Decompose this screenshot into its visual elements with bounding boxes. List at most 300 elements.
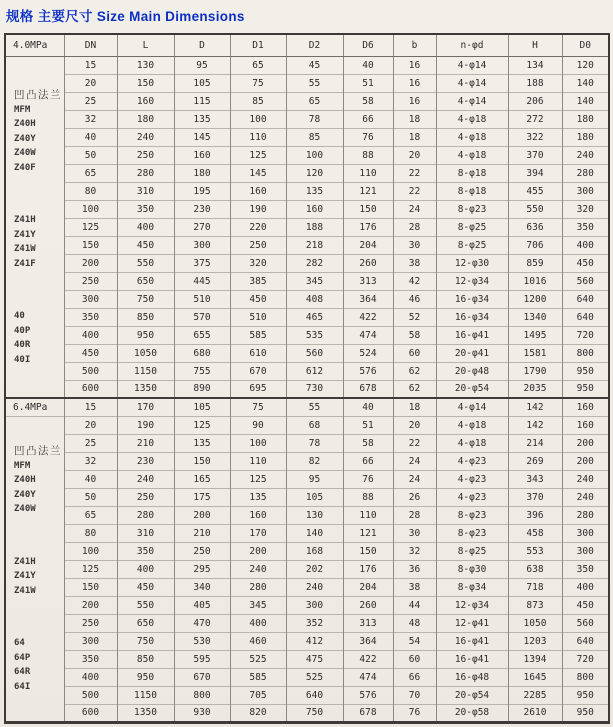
dimension-value: 269 [508, 452, 562, 470]
table-row [5, 362, 609, 380]
column-header-h: H [508, 34, 562, 56]
valve-type-label: Z41H [14, 556, 36, 567]
dimension-value: 25 [64, 434, 117, 452]
dimension-value: 175 [174, 488, 230, 506]
dimension-value: 525 [230, 650, 286, 668]
dimension-value: 20 [393, 146, 436, 164]
dimension-value: 560 [562, 272, 609, 290]
dimension-value: 51 [343, 416, 393, 434]
dimension-value: 75 [230, 398, 286, 416]
dimension-value: 20-φ48 [436, 362, 508, 380]
dimension-value: 105 [286, 488, 343, 506]
table-header [5, 34, 609, 56]
dimension-value: 750 [117, 632, 174, 650]
table-row [5, 578, 609, 596]
dimension-value: 20 [64, 416, 117, 434]
dimension-value: 20-φ54 [436, 686, 508, 704]
dimension-value: 4-φ23 [436, 488, 508, 506]
table-row [5, 434, 609, 452]
dimension-value: 18 [393, 110, 436, 128]
dimension-value: 65 [286, 92, 343, 110]
dimension-value: 58 [343, 92, 393, 110]
valve-type-label: 64R [14, 667, 31, 678]
dimension-value: 500 [64, 362, 117, 380]
valve-type-label: 40 [14, 311, 25, 321]
dimension-value: 612 [286, 362, 343, 380]
dimension-value: 51 [343, 74, 393, 92]
pressure-label-6_4mpa: 6.4MPa [5, 398, 64, 416]
dimension-value: 180 [117, 110, 174, 128]
dimension-value: 36 [393, 560, 436, 578]
valve-type-label-groups [6, 57, 64, 398]
dimension-value: 1200 [508, 290, 562, 308]
dimension-value: 12-φ34 [436, 596, 508, 614]
dimension-value: 40 [343, 398, 393, 416]
table-row [5, 146, 609, 164]
dimension-value: 40 [64, 128, 117, 146]
dimension-value: 15 [64, 56, 117, 74]
dimension-value: 850 [117, 650, 174, 668]
dimension-value: 585 [230, 668, 286, 686]
dimension-value: 250 [117, 146, 174, 164]
dimension-value: 100 [286, 146, 343, 164]
dimension-value: 600 [64, 380, 117, 398]
dimension-value: 422 [343, 650, 393, 668]
dimension-value: 170 [230, 524, 286, 542]
dimension-value: 160 [562, 416, 609, 434]
dimension-value: 300 [562, 542, 609, 560]
dimension-value: 220 [230, 218, 286, 236]
dimension-value: 135 [230, 488, 286, 506]
dimension-value: 20-φ54 [436, 380, 508, 398]
dimension-value: 1050 [117, 344, 174, 362]
table-row [5, 182, 609, 200]
dimension-value: 65 [230, 56, 286, 74]
table-row [5, 254, 609, 272]
dimension-value: 800 [174, 686, 230, 704]
dimension-value: 4-φ23 [436, 470, 508, 488]
dimension-value: 135 [286, 182, 343, 200]
section-4mpa-body [5, 56, 609, 398]
dimension-value: 135 [174, 434, 230, 452]
dimension-value: 50 [64, 146, 117, 164]
dimension-value: 850 [117, 308, 174, 326]
valve-type-group [14, 555, 64, 599]
dimension-value: 524 [343, 344, 393, 362]
dimension-value: 8-φ18 [436, 182, 508, 200]
dimension-value: 720 [562, 326, 609, 344]
dimension-value: 2285 [508, 686, 562, 704]
dimension-value: 165 [174, 470, 230, 488]
dimension-value: 350 [117, 542, 174, 560]
dimension-value: 30 [393, 236, 436, 254]
column-header-d2: D2 [286, 34, 343, 56]
column-header-dn: DN [64, 34, 117, 56]
dimension-value: 4-φ14 [436, 74, 508, 92]
dimension-value: 66 [393, 668, 436, 686]
dimension-value: 450 [117, 578, 174, 596]
dimension-value: 16-φ34 [436, 290, 508, 308]
dimension-value: 16 [393, 92, 436, 110]
table-row [5, 92, 609, 110]
dimension-value: 140 [286, 524, 343, 542]
dimension-value: 950 [562, 362, 609, 380]
column-header-l: L [117, 34, 174, 56]
dimension-value: 22 [393, 182, 436, 200]
dimension-value: 280 [562, 506, 609, 524]
dimension-value: 385 [230, 272, 286, 290]
dimension-value: 4-φ18 [436, 434, 508, 452]
dimension-value: 125 [230, 146, 286, 164]
dimension-value: 66 [343, 452, 393, 470]
dimension-value: 22 [393, 434, 436, 452]
valve-type-group [14, 87, 64, 176]
dimension-value: 4-φ23 [436, 452, 508, 470]
dimension-value: 4-φ14 [436, 398, 508, 416]
dimension-value: 240 [562, 470, 609, 488]
dimension-value: 8-φ18 [436, 164, 508, 182]
table-row [5, 128, 609, 146]
dimension-value: 125 [230, 470, 286, 488]
dimension-value: 16 [393, 56, 436, 74]
dimension-value: 250 [64, 614, 117, 632]
dimension-value: 560 [562, 614, 609, 632]
dimension-value: 560 [286, 344, 343, 362]
dimension-value: 135 [174, 110, 230, 128]
dimension-value: 160 [562, 398, 609, 416]
dimension-value: 200 [562, 434, 609, 452]
dimension-value: 322 [508, 128, 562, 146]
dimension-value: 32 [64, 452, 117, 470]
valve-type-label: 64 [14, 638, 25, 649]
dimension-value: 180 [562, 110, 609, 128]
column-header-nphid: n-φd [436, 34, 508, 56]
dimension-value: 300 [562, 182, 609, 200]
dimension-value: 450 [117, 236, 174, 254]
dimension-value: 150 [64, 236, 117, 254]
dimension-value: 450 [230, 290, 286, 308]
dimension-value: 80 [64, 182, 117, 200]
dimension-value: 525 [286, 668, 343, 686]
dimension-value: 58 [393, 326, 436, 344]
dimension-value: 66 [343, 110, 393, 128]
column-header-d: D [174, 34, 230, 56]
table-row [5, 416, 609, 434]
valve-type-label: MFM [14, 104, 31, 115]
dimension-value: 60 [393, 344, 436, 362]
dimension-value: 75 [230, 74, 286, 92]
dimension-value: 55 [286, 398, 343, 416]
dimension-value: 145 [174, 128, 230, 146]
dimension-value: 170 [117, 398, 174, 416]
table-row [5, 218, 609, 236]
dimension-value: 28 [393, 506, 436, 524]
dimension-value: 1350 [117, 380, 174, 398]
valve-type-label: 64P [14, 652, 31, 663]
dimension-value: 140 [562, 74, 609, 92]
dimension-value: 240 [562, 146, 609, 164]
dimension-value: 78 [286, 434, 343, 452]
valve-type-label: Z40F [14, 162, 36, 173]
dimension-value: 110 [343, 506, 393, 524]
dimension-value: 12-φ30 [436, 254, 508, 272]
dimension-value: 204 [343, 578, 393, 596]
table-row [5, 668, 609, 686]
dimension-value: 60 [393, 650, 436, 668]
valve-type-label: Z41W [14, 585, 36, 596]
dimension-value: 1150 [117, 686, 174, 704]
dimension-value: 530 [174, 632, 230, 650]
dimension-value: 755 [174, 362, 230, 380]
dimension-value: 150 [64, 578, 117, 596]
dimension-value: 460 [230, 632, 286, 650]
dimension-value: 202 [286, 560, 343, 578]
dimension-value: 62 [393, 380, 436, 398]
dimension-value: 350 [117, 200, 174, 218]
valve-type-label: Z40H [14, 475, 36, 486]
dimension-value: 859 [508, 254, 562, 272]
dimension-value: 90 [230, 416, 286, 434]
dimension-value: 188 [508, 74, 562, 92]
dimension-value: 1050 [508, 614, 562, 632]
dimension-value: 670 [230, 362, 286, 380]
table-row [5, 704, 609, 722]
dimension-value: 300 [286, 596, 343, 614]
dimension-value: 38 [393, 578, 436, 596]
dimension-value: 100 [230, 110, 286, 128]
dimension-value: 350 [562, 560, 609, 578]
dimension-value: 474 [343, 326, 393, 344]
dimension-value: 1150 [117, 362, 174, 380]
dimension-value: 125 [174, 416, 230, 434]
valve-type-label: Z40H [14, 119, 36, 129]
dimension-value: 142 [508, 398, 562, 416]
valve-type-label: 凹凸法兰 [14, 444, 62, 457]
dimension-value: 230 [117, 452, 174, 470]
dimension-value: 450 [562, 596, 609, 614]
dimension-value: 8-φ34 [436, 578, 508, 596]
dimension-value: 8-φ23 [436, 524, 508, 542]
dimension-value: 54 [393, 632, 436, 650]
dimension-value: 12-φ41 [436, 614, 508, 632]
dimension-value: 200 [230, 542, 286, 560]
dimension-value: 20-φ41 [436, 344, 508, 362]
dimension-value: 88 [343, 488, 393, 506]
dimension-value: 70 [393, 686, 436, 704]
dimension-value: 640 [562, 290, 609, 308]
dimension-value: 300 [562, 524, 609, 542]
dimension-value: 42 [393, 272, 436, 290]
dimension-value: 352 [286, 614, 343, 632]
dimension-value: 553 [508, 542, 562, 560]
dimension-value: 16-φ34 [436, 308, 508, 326]
dimension-value: 55 [286, 74, 343, 92]
valve-type-group [14, 309, 64, 367]
dimension-value: 1790 [508, 362, 562, 380]
dimension-value: 200 [174, 506, 230, 524]
dimension-value: 640 [286, 686, 343, 704]
dimension-value: 1645 [508, 668, 562, 686]
dimensions-table [4, 33, 610, 724]
dimension-value: 475 [286, 650, 343, 668]
dimension-value: 85 [286, 128, 343, 146]
dimension-value: 18 [393, 128, 436, 146]
table-row [5, 596, 609, 614]
dimension-value: 280 [117, 506, 174, 524]
dimension-value: 405 [174, 596, 230, 614]
dimension-value: 24 [393, 200, 436, 218]
dimension-value: 320 [230, 254, 286, 272]
dimension-value: 20 [393, 416, 436, 434]
dimension-value: 40 [343, 56, 393, 74]
table-row [5, 326, 609, 344]
dimension-value: 76 [343, 470, 393, 488]
dimension-value: 176 [343, 218, 393, 236]
dimension-value: 585 [230, 326, 286, 344]
dimension-value: 295 [174, 560, 230, 578]
dimension-value: 8-φ30 [436, 560, 508, 578]
dimension-value: 800 [562, 344, 609, 362]
dimension-value: 800 [562, 668, 609, 686]
dimension-value: 65 [64, 506, 117, 524]
dimension-value: 250 [117, 488, 174, 506]
column-header-d1: D1 [230, 34, 286, 56]
dimension-value: 100 [230, 434, 286, 452]
valve-type-label: Z41F [14, 258, 36, 269]
dimension-value: 636 [508, 218, 562, 236]
valve-type-label-groups [6, 417, 64, 721]
dimension-value: 206 [508, 92, 562, 110]
dimension-value: 412 [286, 632, 343, 650]
table-row [5, 344, 609, 362]
dimension-value: 1016 [508, 272, 562, 290]
dimension-value: 370 [508, 488, 562, 506]
dimension-value: 115 [174, 92, 230, 110]
dimension-value: 1203 [508, 632, 562, 650]
dimension-value: 705 [230, 686, 286, 704]
valve-type-label: Z40W [14, 504, 36, 515]
dimension-value: 240 [562, 488, 609, 506]
dimension-value: 140 [562, 92, 609, 110]
dimension-value: 16-φ48 [436, 668, 508, 686]
dimension-value: 4-φ14 [436, 56, 508, 74]
dimension-value: 400 [117, 218, 174, 236]
dimension-value: 873 [508, 596, 562, 614]
dimension-value: 240 [230, 560, 286, 578]
valve-type-label: Z41W [14, 244, 36, 254]
dimension-value: 1581 [508, 344, 562, 362]
dimension-value: 950 [562, 686, 609, 704]
table-row [5, 308, 609, 326]
dimension-value: 718 [508, 578, 562, 596]
dimension-value: 190 [230, 200, 286, 218]
dimension-value: 930 [174, 704, 230, 722]
dimension-value: 500 [64, 686, 117, 704]
dimension-value: 570 [174, 308, 230, 326]
dimension-value: 95 [286, 470, 343, 488]
dimension-value: 210 [174, 524, 230, 542]
dimension-value: 8-φ23 [436, 200, 508, 218]
dimension-value: 125 [64, 560, 117, 578]
page-title: 规格 主要尺寸 Size Main Dimensions [6, 9, 245, 24]
dimension-value: 176 [343, 560, 393, 578]
dimension-value: 474 [343, 668, 393, 686]
dimension-value: 550 [508, 200, 562, 218]
dimension-value: 445 [174, 272, 230, 290]
dimension-value: 750 [117, 290, 174, 308]
table-row [5, 650, 609, 668]
dimension-value: 38 [393, 254, 436, 272]
dimension-value: 105 [174, 74, 230, 92]
table-row [5, 632, 609, 650]
dimension-value: 16-φ41 [436, 632, 508, 650]
dimension-value: 8-φ23 [436, 506, 508, 524]
table-row [5, 272, 609, 290]
dimension-value: 364 [343, 290, 393, 308]
dimension-value: 180 [562, 128, 609, 146]
dimension-value: 190 [117, 416, 174, 434]
dimension-value: 400 [562, 236, 609, 254]
dimension-value: 4-φ18 [436, 146, 508, 164]
dimension-value: 750 [286, 704, 343, 722]
dimension-value: 364 [343, 632, 393, 650]
dimension-value: 218 [286, 236, 343, 254]
dimension-value: 44 [393, 596, 436, 614]
valve-type-group [14, 213, 64, 271]
dimension-value: 343 [508, 470, 562, 488]
dimension-value: 82 [286, 452, 343, 470]
valve-type-label: 凹凸法兰 [14, 88, 62, 101]
dimension-value: 16-φ41 [436, 326, 508, 344]
dimension-value: 400 [562, 578, 609, 596]
dimension-value: 345 [286, 272, 343, 290]
dimension-value: 4-φ18 [436, 110, 508, 128]
table-row [5, 506, 609, 524]
dimension-value: 8-φ25 [436, 236, 508, 254]
dimension-value: 375 [174, 254, 230, 272]
valve-type-label: Z40Y [14, 489, 36, 500]
dimension-value: 610 [230, 344, 286, 362]
dimension-value: 650 [117, 614, 174, 632]
dimension-value: 550 [117, 596, 174, 614]
table-row [5, 614, 609, 632]
dimension-value: 280 [230, 578, 286, 596]
dimension-value: 890 [174, 380, 230, 398]
dimension-value: 400 [230, 614, 286, 632]
dimension-value: 350 [562, 218, 609, 236]
dimension-value: 28 [393, 218, 436, 236]
dimension-value: 340 [174, 578, 230, 596]
dimension-value: 65 [64, 164, 117, 182]
dimension-value: 595 [174, 650, 230, 668]
dimension-value: 52 [393, 308, 436, 326]
dimension-value: 195 [174, 182, 230, 200]
valve-type-label: Z41Y [14, 571, 36, 582]
dimension-value: 320 [562, 200, 609, 218]
table-row [5, 380, 609, 398]
dimension-value: 48 [393, 614, 436, 632]
dimension-value: 282 [286, 254, 343, 272]
dimension-value: 4-φ18 [436, 128, 508, 146]
dimension-value: 396 [508, 506, 562, 524]
dimension-value: 20-φ58 [436, 704, 508, 722]
dimension-value: 12-φ34 [436, 272, 508, 290]
table-row [5, 236, 609, 254]
valve-type-label: Z40W [14, 148, 36, 158]
dimension-value: 422 [343, 308, 393, 326]
dimension-value: 85 [230, 92, 286, 110]
section-6_4mpa-body [5, 398, 609, 722]
